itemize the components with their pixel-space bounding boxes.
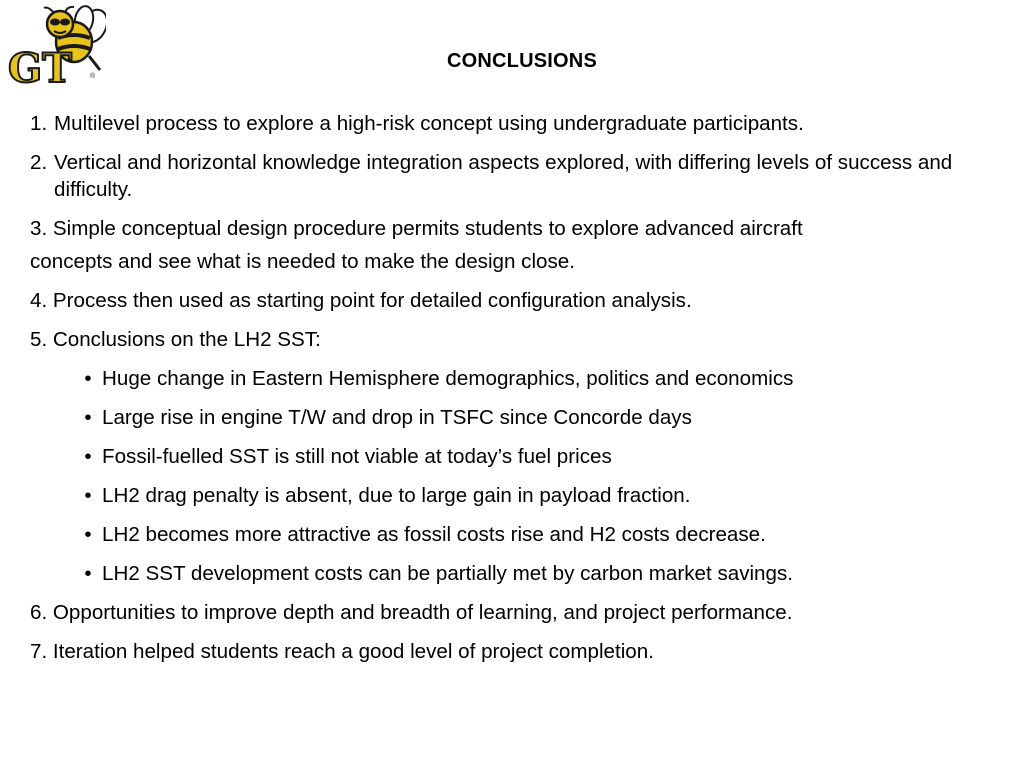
list-item: 7. Iteration helped students reach a good level of project completion.	[30, 640, 654, 663]
bullet-item	[30, 404, 1010, 431]
list-item: 5. Conclusions on the LH2 SST:	[30, 328, 321, 351]
gt-logo	[4, 4, 106, 86]
bullet-glyph: •	[84, 406, 92, 429]
item-number: 1.	[30, 112, 48, 135]
conclusions-list	[30, 110, 1010, 677]
list-item	[30, 149, 1010, 203]
list-item: 4. Process then used as starting point for detailed configuration analysis.	[30, 289, 692, 312]
bullet-glyph: •	[84, 562, 92, 585]
bullet-text: Fossil-fuelled SST is still not viable at today’s fuel prices	[102, 445, 612, 468]
bullet-glyph: •	[84, 484, 92, 507]
list-item-line: 3. Simple conceptual design procedure permits students to explore advanced aircraft	[30, 217, 803, 240]
item-number: 2.	[30, 151, 48, 174]
bullet-glyph: •	[84, 367, 92, 390]
yellow-jacket-icon	[4, 4, 106, 86]
bullet-glyph: •	[84, 445, 92, 468]
list-item: 6. Opportunities to improve depth and breadth of learning, and project performance.	[30, 601, 793, 624]
list-item	[30, 110, 1010, 137]
page-title: CONCLUSIONS	[447, 50, 597, 72]
bullet-item	[30, 365, 1010, 392]
bullet-text: Huge change in Eastern Hemisphere demographics, politics and economics	[102, 367, 794, 390]
bullet-text: LH2 SST development costs can be partially met by carbon market savings.	[102, 562, 793, 585]
bullet-glyph: •	[84, 523, 92, 546]
bullet-text: LH2 becomes more attractive as fossil costs rise and H2 costs decrease.	[102, 523, 766, 546]
bullet-text: LH2 drag penalty is absent, due to large gain in payload fraction.	[102, 484, 691, 507]
item-text: Multilevel process to explore a high-risk concept using undergraduate participants.	[54, 112, 804, 135]
item-text: Vertical and horizontal knowledge integration aspects explored, with differing levels of success and difficulty.	[54, 151, 953, 201]
gt-logo-text: GT	[8, 45, 72, 86]
bullet-item	[30, 482, 1010, 509]
bullet-item	[30, 560, 1010, 587]
svg-text:®: ®	[90, 73, 96, 80]
bullet-item	[30, 443, 1010, 470]
list-item-line: concepts and see what is needed to make the design close.	[30, 250, 575, 273]
bullet-item	[30, 521, 1010, 548]
bullet-text: Large rise in engine T/W and drop in TSFC since Concorde days	[102, 406, 692, 429]
